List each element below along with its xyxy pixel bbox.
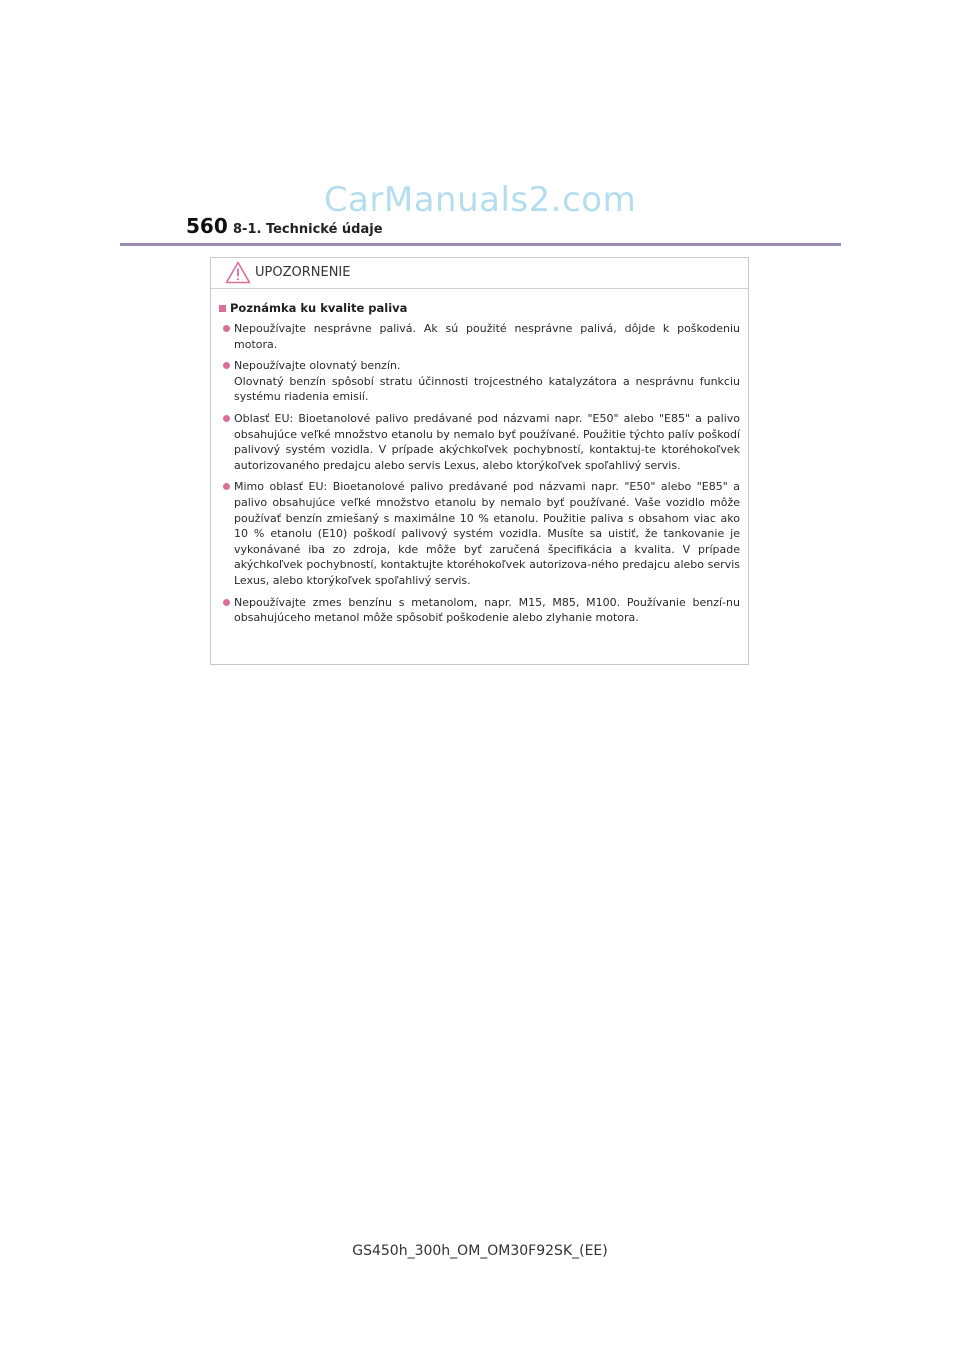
- list-item: [219, 358, 740, 405]
- document-code-footer: GS450h_300h_OM_OM30F92SK_(EE): [352, 1243, 608, 1259]
- watermark: CarManuals2.com: [323, 180, 637, 220]
- caution-box: [210, 257, 749, 665]
- caution-title: UPOZORNENIE: [255, 265, 351, 280]
- list-item-text: Oblasť EU: Bioetanolové palivo predávané pod názvami napr. "E50" alebo "E85" a palivo obsahujúce veľké množstvo etanolu by nemalo byť používané. Použitie týchto palív poškodí palivový systém vozidla. V prípade akýchkoľvek pochybností, kontaktuj-te ktoréhokoľvek autorizovaného predajcu alebo servis Lexus, alebo ktorýkoľvek spoľahlivý servis.: [234, 411, 740, 472]
- list-item-text: Nepoužívajte zmes benzínu s metanolom, napr. M15, M85, M100. Používanie benzí-nu obsahujúceho metanol môže spôsobiť poškodenie alebo zlyhanie motora.: [234, 595, 740, 625]
- subheading-text: Poznámka ku kvalite paliva: [230, 301, 408, 315]
- list-item: [219, 411, 740, 473]
- section-title: 8-1. Technické údaje: [233, 222, 383, 237]
- round-bullet-icon: [223, 362, 230, 369]
- header-divider: [120, 243, 841, 246]
- round-bullet-icon: [223, 325, 230, 332]
- caution-body: [211, 289, 748, 626]
- round-bullet-icon: [223, 599, 230, 606]
- caution-subheading: [219, 301, 740, 315]
- list-item: [219, 479, 740, 588]
- list-item-text: Nepoužívajte olovnatý benzín. Olovnatý benzín spôsobí stratu účinnosti trojcestného katalyzátora a nesprávnu funkciu systému riadenia emisií.: [234, 359, 740, 404]
- round-bullet-icon: [223, 483, 230, 490]
- round-bullet-icon: [223, 415, 230, 422]
- caution-header: [211, 258, 748, 289]
- square-bullet-icon: [219, 305, 226, 312]
- warning-triangle-icon: [225, 261, 251, 284]
- list-item-text: Mimo oblasť EU: Bioetanolové palivo predávané pod názvami napr. "E50" alebo "E85" a palivo obsahujúce veľké množstvo etanolu by nemalo byť používané. Vaše vozidlo môže používať benzín zmiešaný s maximálne 10 % etanolu. Použitie paliva s obsahom viac ako 10 % etanolu (E10) poškodí palivový systém vozidla. Musíte sa uistiť, že tankovanie je vykonávané iba zo zdroja, kde môže byť zaručená špecifikácia a kvalita. V prípade akýchkoľvek pochybností, kontaktujte ktoréhokoľvek autorizova-ného predajcu alebo servis Lexus, alebo ktorýkoľvek spoľahlivý servis.: [234, 480, 740, 587]
- page-number: 560: [186, 214, 228, 238]
- list-item-text: Nepoužívajte nesprávne palivá. Ak sú použité nesprávne palivá, dôjde k poškodeniu motora.: [234, 322, 740, 351]
- list-item: [219, 595, 740, 626]
- list-item: [219, 321, 740, 352]
